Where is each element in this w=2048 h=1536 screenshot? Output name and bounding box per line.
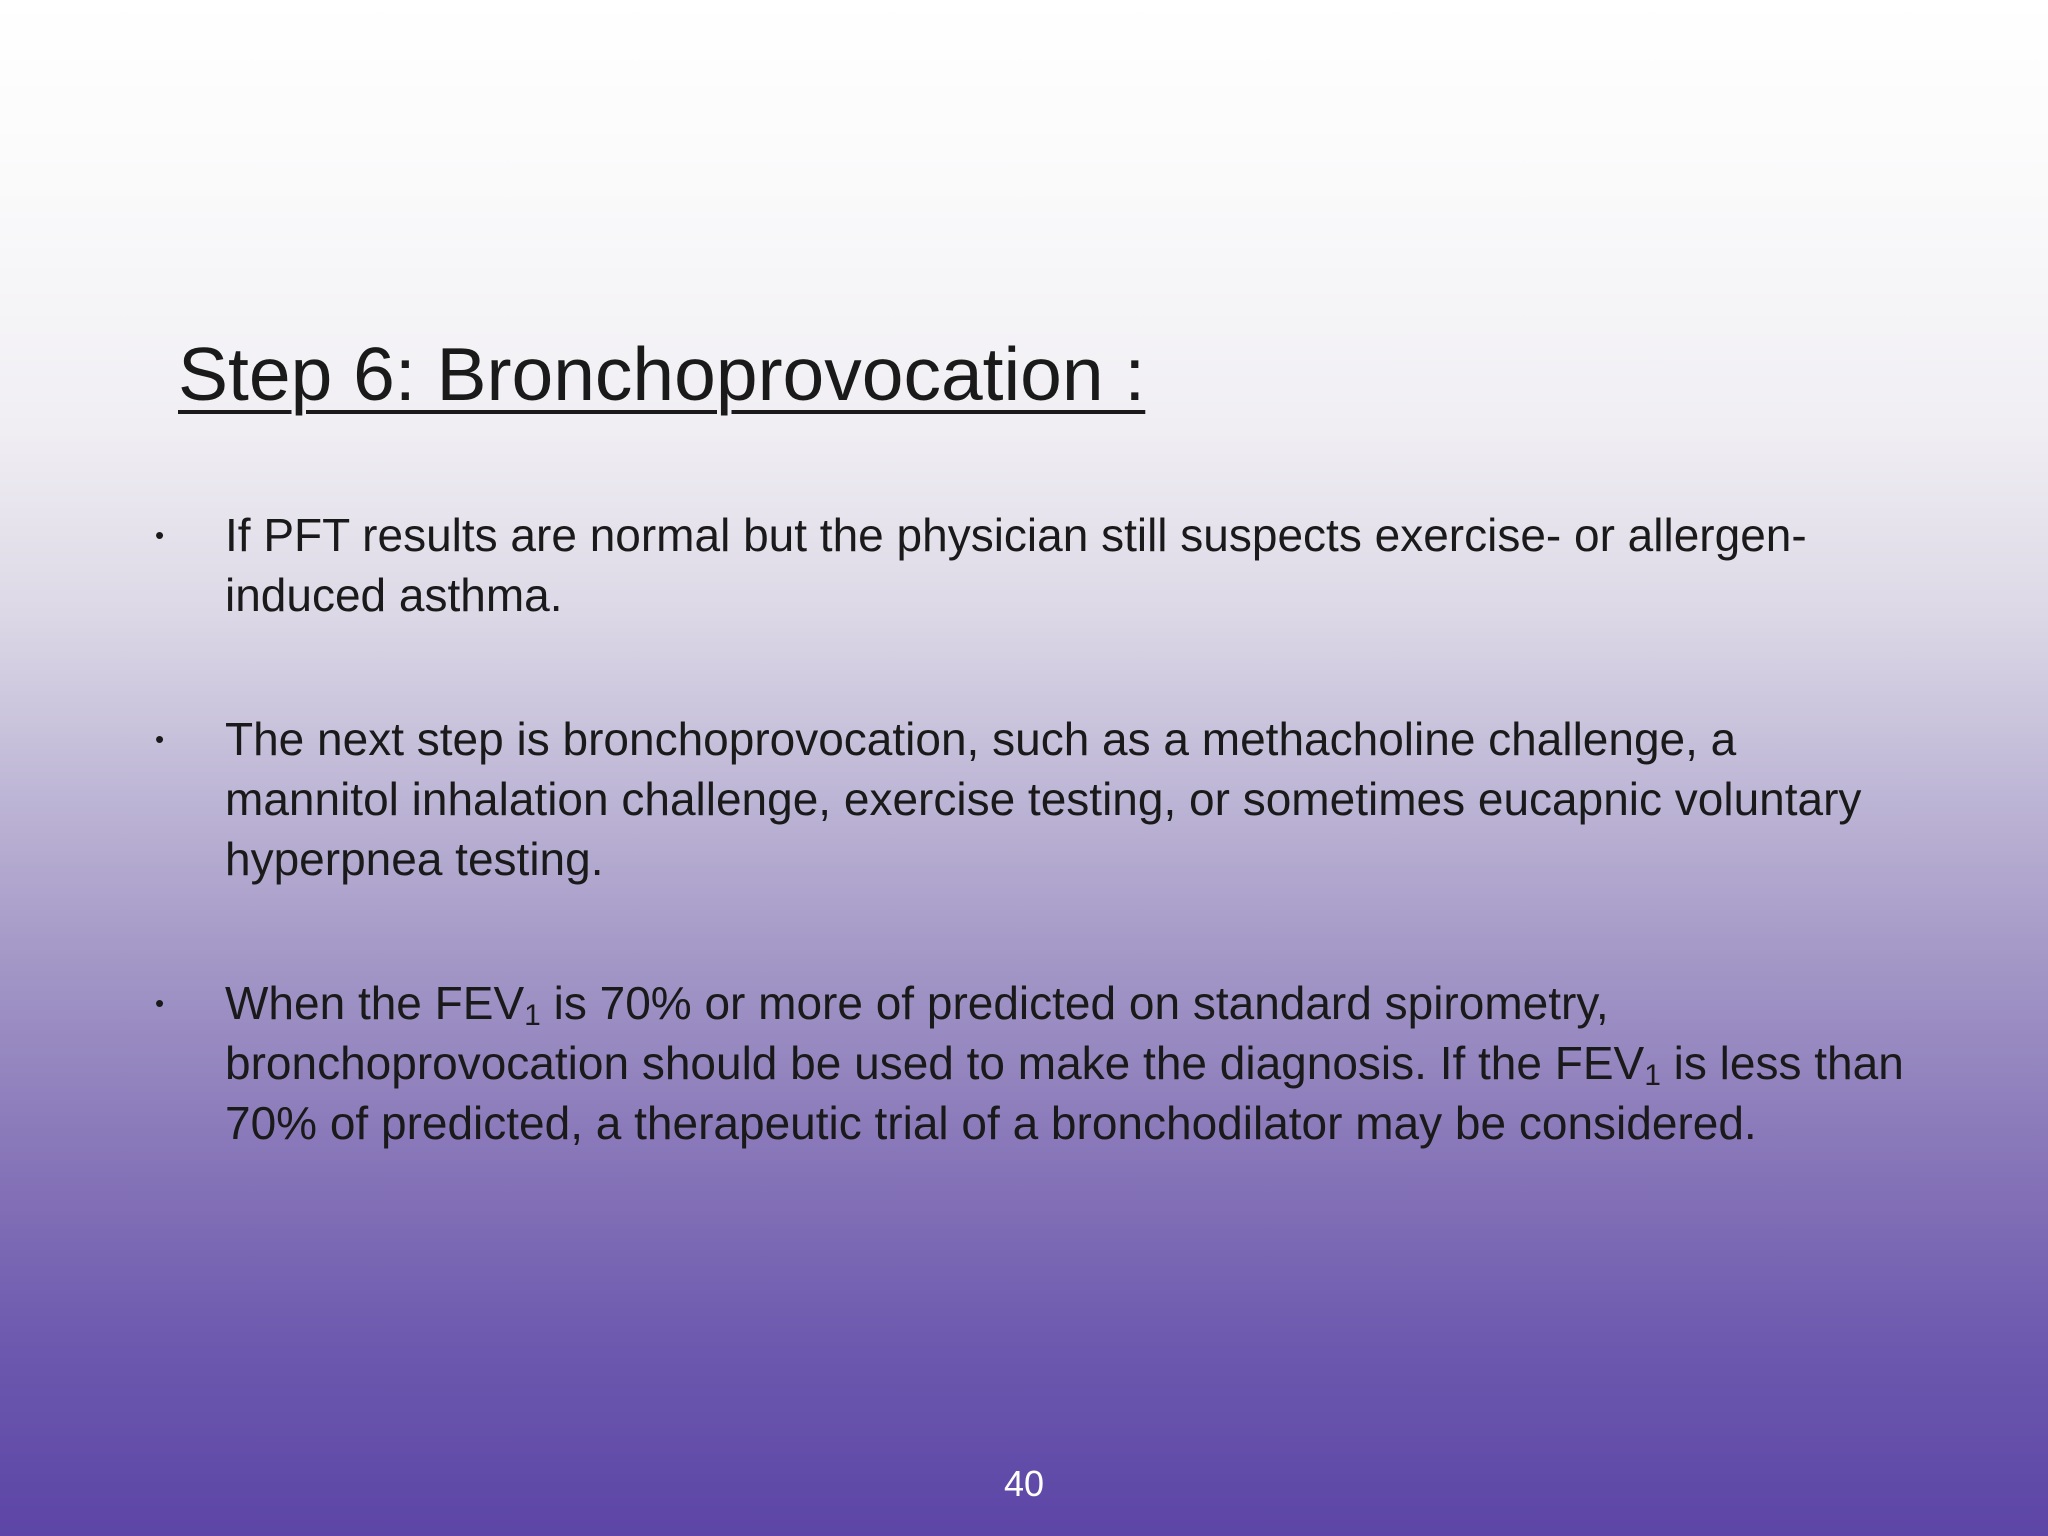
slide-title: Step 6: Bronchoprovocation : [178,332,1146,416]
bullet-item [155,709,1915,889]
bullet-text: If PFT results are normal but the physician still suspects exercise- or allergen-induced asthma. [225,509,1807,621]
bullet-text-part: is 70% or more of predicted on standard spirometry, bronchoprovocation should be used to make the diagnosis. If the FEV [225,977,1645,1089]
bullet-dot-icon: • [155,520,165,550]
bullet-dot-icon: • [155,988,165,1018]
subscript: 1 [1644,1059,1661,1092]
subscript: 1 [524,999,541,1032]
bullet-text-part: When the FEV [225,977,525,1029]
bullet-text: The next step is bronchoprovocation, such as a methacholine challenge, a mannitol inhalation challenge, exercise testing, or sometimes eucapnic voluntary hyperpnea testing. [225,713,1862,885]
bullet-list [155,505,1915,1237]
bullet-item [155,973,1915,1153]
bullet-item [155,505,1915,625]
bullet-text-part: is less than 70% of predicted, a therapeutic trial of a bronchodilator may be considered. [225,1037,1904,1149]
page-number: 40 [1003,1463,1045,1504]
bullet-dot-icon: • [155,724,165,754]
bullet-text [225,977,1904,1149]
